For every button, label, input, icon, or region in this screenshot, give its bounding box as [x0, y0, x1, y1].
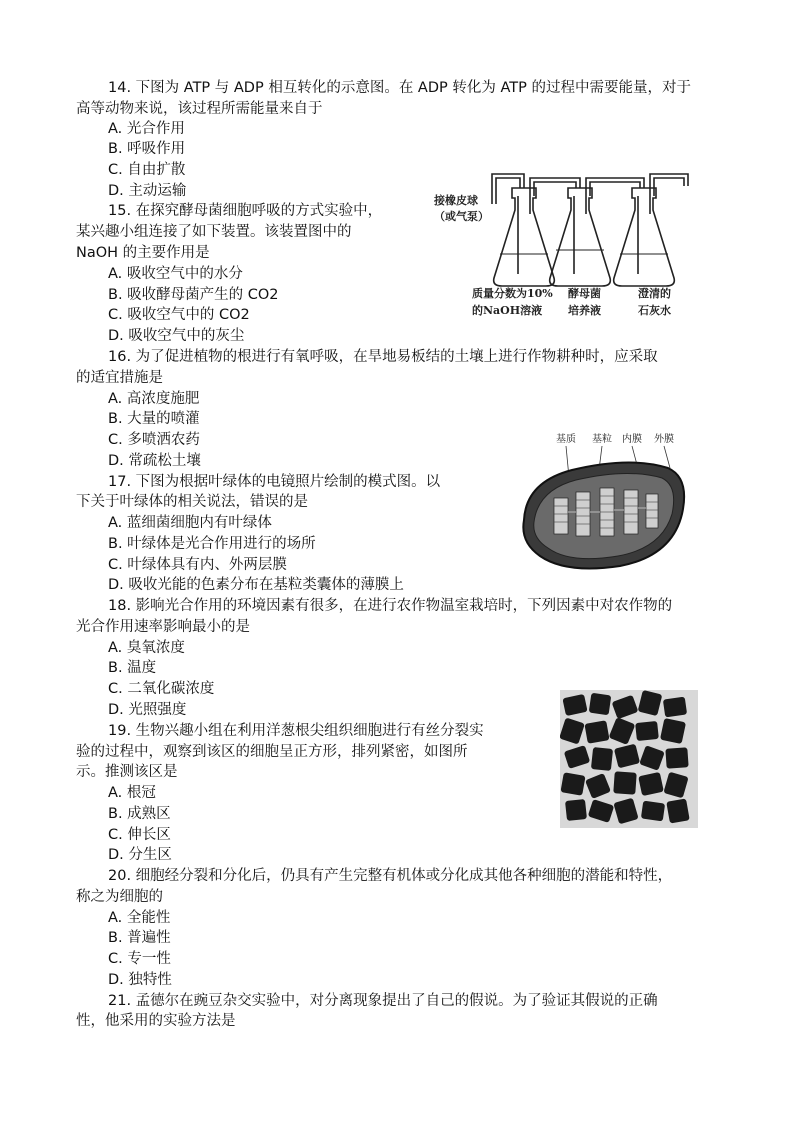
q17-option-a: A. 蓝细菌细胞内有叶绿体: [108, 515, 272, 531]
q16-option-b: B. 大量的喷灌: [108, 411, 200, 427]
onion-root-cells-micrograph: [560, 690, 698, 828]
yeast-culture-label-line1: 酵母菌: [568, 287, 601, 300]
chloroplast-label-outer-membrane: 外膜: [654, 434, 674, 445]
q20-stem-line2: 称之为细胞的: [76, 889, 163, 905]
q16-stem-line1: 16. 为了促进植物的根进行有氧呼吸，在旱地易板结的土壤上进行作物耕种时，应采取: [108, 349, 658, 365]
q19-option-d: D. 分生区: [108, 847, 172, 863]
yeast-culture-label-line2: 培养液: [568, 304, 601, 317]
q18-stem-line2: 光合作用速率影响最小的是: [76, 619, 250, 635]
q20-option-b: B. 普遍性: [108, 930, 171, 946]
q18-option-c: C. 二氧化碳浓度: [108, 681, 215, 697]
chloroplast-diagram-figure: [512, 428, 690, 576]
q20-stem-line1: 20. 细胞经分裂和分化后，仍具有产生完整有机体或分化成其他各种细胞的潜能和特性，: [108, 868, 673, 884]
q16-option-d: D. 常疏松土壤: [108, 453, 201, 469]
q21-stem-line2: 性，他采用的实验方法是: [76, 1013, 236, 1029]
q16-option-c: C. 多喷洒农药: [108, 432, 200, 448]
q19-stem-line3: 示。推测该区是: [76, 764, 178, 780]
q15-option-a: A. 吸收空气中的水分: [108, 266, 243, 282]
q19-stem-line2: 验的过程中，观察到该区的细胞呈正方形，排列紧密，如图所: [76, 744, 468, 760]
limewater-label-line1: 澄清的: [638, 287, 671, 300]
q14-option-d: D. 主动运输: [108, 183, 187, 199]
naoh-label-line1: 质量分数为10%: [472, 287, 553, 300]
q17-option-b: B. 叶绿体是光合作用进行的场所: [108, 536, 316, 552]
q17-option-c: C. 叶绿体具有内、外两层膜: [108, 557, 287, 573]
chloroplast-label-stroma: 基质: [556, 434, 576, 445]
q19-stem-line1: 19. 生物兴趣小组在利用洋葱根尖组织细胞进行有丝分裂实: [108, 723, 484, 739]
q20-option-a: A. 全能性: [108, 910, 171, 926]
q17-stem-line1: 17. 下图为根据叶绿体的电镜照片绘制的模式图。以: [108, 474, 441, 490]
q20-option-d: D. 独特性: [108, 972, 172, 988]
q19-option-a: A. 根冠: [108, 785, 156, 801]
q18-option-b: B. 温度: [108, 660, 157, 676]
q15-option-d: D. 吸收空气中的灰尘: [108, 328, 245, 344]
q14-option-b: B. 呼吸作用: [108, 141, 186, 157]
q14-stem-line2: 高等动物来说，该过程所需能量来自于: [76, 101, 323, 117]
q14-stem-line1: 14. 下图为 ATP 与 ADP 相互转化的示意图。在 ADP 转化为 ATP 的过程中需要能量，对于: [108, 80, 691, 96]
limewater-label-line2: 石灰水: [638, 304, 671, 317]
q19-option-c: C. 伸长区: [108, 827, 171, 843]
q16-option-a: A. 高浓度施肥: [108, 391, 200, 407]
yeast-respiration-apparatus-figure: [432, 166, 704, 322]
q15-stem-line2: 某兴趣小组连接了如下装置。该装置图中的: [76, 224, 352, 240]
pump-label-line1: 接橡皮球: [434, 194, 478, 207]
q16-stem-line2: 的适宜措施是: [76, 370, 163, 386]
chloroplast-label-inner-membrane: 内膜: [622, 434, 642, 445]
q17-stem-line2: 下关于叶绿体的相关说法，错误的是: [76, 494, 308, 510]
q18-option-a: A. 臭氧浓度: [108, 640, 185, 656]
q15-option-b: B. 吸收酵母菌产生的 CO2: [108, 287, 279, 303]
naoh-label-line2: 的NaOH溶液: [472, 304, 543, 317]
q20-option-c: C. 专一性: [108, 951, 171, 967]
chloroplast-label-granum: 基粒: [592, 434, 612, 445]
q14-option-c: C. 自由扩散: [108, 162, 186, 178]
q15-stem-line3: NaOH 的主要作用是: [76, 245, 210, 261]
q18-stem-line1: 18. 影响光合作用的环境因素有很多，在进行农作物温室栽培时，下列因素中对农作物的: [108, 598, 673, 614]
q15-option-c: C. 吸收空气中的 CO2: [108, 307, 250, 323]
q17-option-d: D. 吸收光能的色素分布在基粒类囊体的薄膜上: [108, 577, 404, 593]
pump-label-line2: （或气泵）: [434, 210, 489, 223]
q18-option-d: D. 光照强度: [108, 702, 187, 718]
q21-stem-line1: 21. 孟德尔在豌豆杂交实验中，对分离现象提出了自己的假说。为了验证其假说的正确: [108, 993, 658, 1009]
q15-stem-line1: 15. 在探究酵母菌细胞呼吸的方式实验中，: [108, 203, 383, 219]
q19-option-b: B. 成熟区: [108, 806, 171, 822]
q14-option-a: A. 光合作用: [108, 121, 185, 137]
